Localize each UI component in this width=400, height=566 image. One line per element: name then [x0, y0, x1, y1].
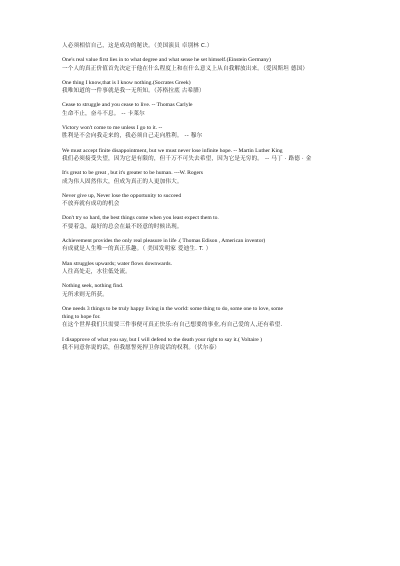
quote-line: 人必须相信自己，这是成功的秘诀。（美国演员 卓别林 C.）: [62, 43, 213, 49]
quote-line: Nothing seek, nothing find.: [62, 283, 124, 290]
quote-line: 人往高处走，水往低处流。: [62, 268, 131, 275]
quote-line: 生命不止，奋斗不息。 -- 卡莱尔: [62, 110, 145, 117]
quote-line: 无所求则无所获。: [62, 291, 108, 298]
quote-line: I disapprove of what you say, but I will defend to the death your right to say it.( Voltaire ): [62, 336, 262, 343]
quote-line: One's real value first lies in to what degree and what sense he set himself.(Einstein Germany): [62, 57, 271, 64]
quote-line: 有成就是人生唯一的真正乐趣。（ 美国发明家 爱迪生. T. ）: [62, 246, 212, 253]
quote-line: 我不同意你说的话，但我愿誓死捍卫你说话的权利。（伏尔泰）: [62, 345, 221, 352]
quote-line: Never give up, Never lose the opportunity to succeed: [62, 192, 182, 199]
quote-line: It's great to be great , but it's greater to be human. ---W. Rogers: [62, 170, 203, 177]
quote-line: Cease to struggle and you cease to live. -- Thomas Carlyle: [62, 102, 193, 109]
quote-line: 不要着急，最好的总会在最不经意的时候出现。: [62, 223, 183, 230]
quote-line: 不放弃就有成功的机会: [62, 201, 120, 208]
quote-line: Achievement provides the only real pleasure in life .( Thomas Edison , American inventor): [62, 238, 266, 245]
quote-line: Man struggles upwards; water flows downwards.: [62, 260, 172, 267]
quote-line: 在这个世界我们只需要三件事便可真正快乐:有自己想要的事业,有自己爱的人,还有希望.: [62, 322, 283, 329]
quote-line: We must accept finite disappointment, but we must never lose infinite hope. -- Martin Luther King: [62, 147, 283, 154]
quote-line: thing to hope for.: [62, 314, 101, 321]
quote-line: One thing I know,that is I know nothing.(Socrates Greek): [62, 79, 191, 86]
quote-line: 一个人的真正价值首先决定于他在什么程度上和在什么意义上从自我解放出来。（爱因斯坦 德国）: [62, 65, 309, 72]
quote-line: 我们必须接受失望，因为它是有限的，但千万不可失去希望，因为它是无穷的。 -- 马丁 · 路德 · 金: [62, 155, 312, 162]
quote-line: 成为伟人固然伟大，但成为真正的人更加伟大。: [62, 178, 183, 185]
quote-line: 我唯知道的一件事就是我一无所知。（苏格拉底 古希腊）: [62, 88, 205, 95]
quote-line: Don't try so hard, the best things come when you least expect them to.: [62, 215, 219, 222]
quote-line: Victory won't come to me unless I go to it. --: [62, 125, 163, 132]
quote-line: 胜利是不会向我走来的，我必须自己走向胜利。 -- 穆尔: [62, 133, 203, 140]
quote-line: One needs 3 things to be truly happy living in the world: some thing to do, some one to love, some: [62, 305, 283, 312]
